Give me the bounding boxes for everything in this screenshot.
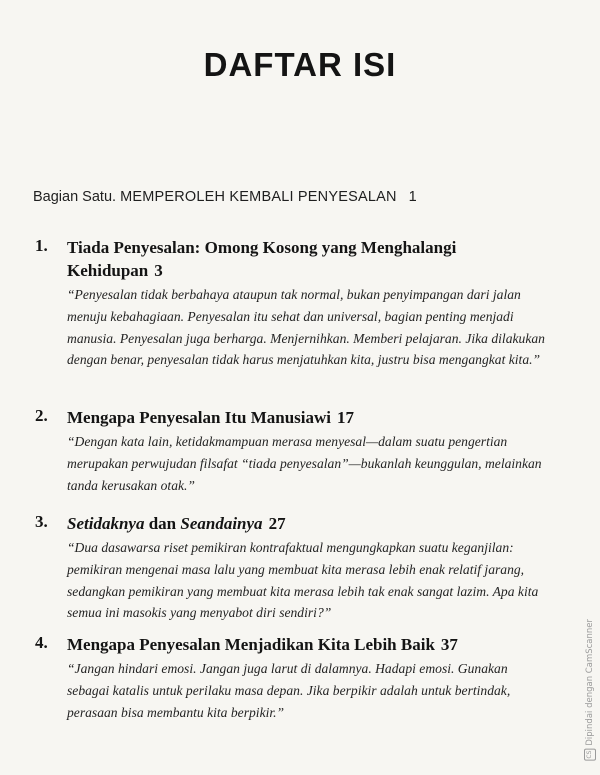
chapter-heading: [67, 236, 553, 282]
chapter-title: Mengapa Penyesalan Itu Manusiawi: [67, 408, 331, 427]
part-name: MEMPEROLEH KEMBALI PENYESALAN: [120, 189, 397, 205]
part-label: Bagian Satu.: [33, 189, 117, 205]
chapter-title: Mengapa Penyesalan Menjadikan Kita Lebih Baik: [67, 635, 435, 654]
toc-entry-4: [33, 633, 553, 723]
chapter-title-connector: dan: [148, 514, 177, 533]
chapter-quote: “Dengan kata lain, ketidakmampuan merasa menyesal—dalam suatu pengertian merupakan perwujudan filsafat “tiada penyesalan”—bukanlah keunggulan, melainkan tanda kerusakan otak.”: [67, 434, 542, 493]
chapter-title-part-b: Seandainya: [180, 514, 263, 533]
page-title: DAFTAR ISI: [203, 46, 397, 83]
chapter-quote: “Dua dasawarsa riset pemikiran kontrafaktual mengungkapkan suatu keganjilan: pemikiran mengenai masa lalu yang membuat kita merasa lebih enak relatif jarang, sedangkan pemikiran yang membuat kita merasa lebih tak enak sangat lazim. Apa kita semua ini masokis yang menyabot diri sendiri?”: [67, 540, 539, 621]
chapter-number: 3.: [35, 512, 48, 531]
chapter-title: Tiada Penyesalan: Omong Kosong yang Menghalangi Kehidupan: [67, 238, 457, 280]
chapter-page: 27: [268, 514, 286, 533]
chapter-title-part-a: Setidaknya: [67, 514, 145, 533]
part-heading: [33, 189, 417, 205]
chapter-page: 17: [337, 408, 354, 427]
scanner-watermark: [584, 619, 596, 761]
toc-entry-2: [33, 406, 553, 496]
chapter-quote: “Jangan hindari emosi. Jangan juga larut di dalamnya. Hadapi emosi. Gunakan sebagai katalis untuk perilaku masa depan. Jika berpikir adalah untuk bertindak, perasaan bisa membantu kita berpikir.”: [67, 661, 511, 720]
chapter-quote: “Penyesalan tidak berbahaya ataupun tak normal, bukan penyimpangan dari jalan menuju kebahagiaan. Penyesalan itu sehat dan universal, bagian penting menjadi manusia. Penyesalan juga berharga. Menjernihkan. Memberi pelajaran. Jika dilakukan dengan benar, penyesalan tidak harus menjatuhkan kita, justru bisa mengangkat kita.”: [67, 287, 545, 368]
chapter-number: 2.: [35, 406, 48, 425]
chapter-number: 4.: [35, 633, 48, 652]
chapter-page: 37: [440, 635, 458, 654]
watermark-text: Dipindai dengan CamScanner: [585, 619, 595, 746]
chapter-page: 3: [154, 261, 163, 280]
part-page: 1: [408, 189, 417, 205]
chapter-heading: [67, 633, 553, 656]
toc-entry-3: [33, 512, 553, 624]
toc-entry-1: [33, 236, 553, 371]
camscanner-icon: CS: [584, 749, 596, 761]
chapter-heading: [67, 512, 553, 535]
chapter-number: 1.: [35, 236, 48, 255]
chapter-heading: [67, 406, 553, 429]
